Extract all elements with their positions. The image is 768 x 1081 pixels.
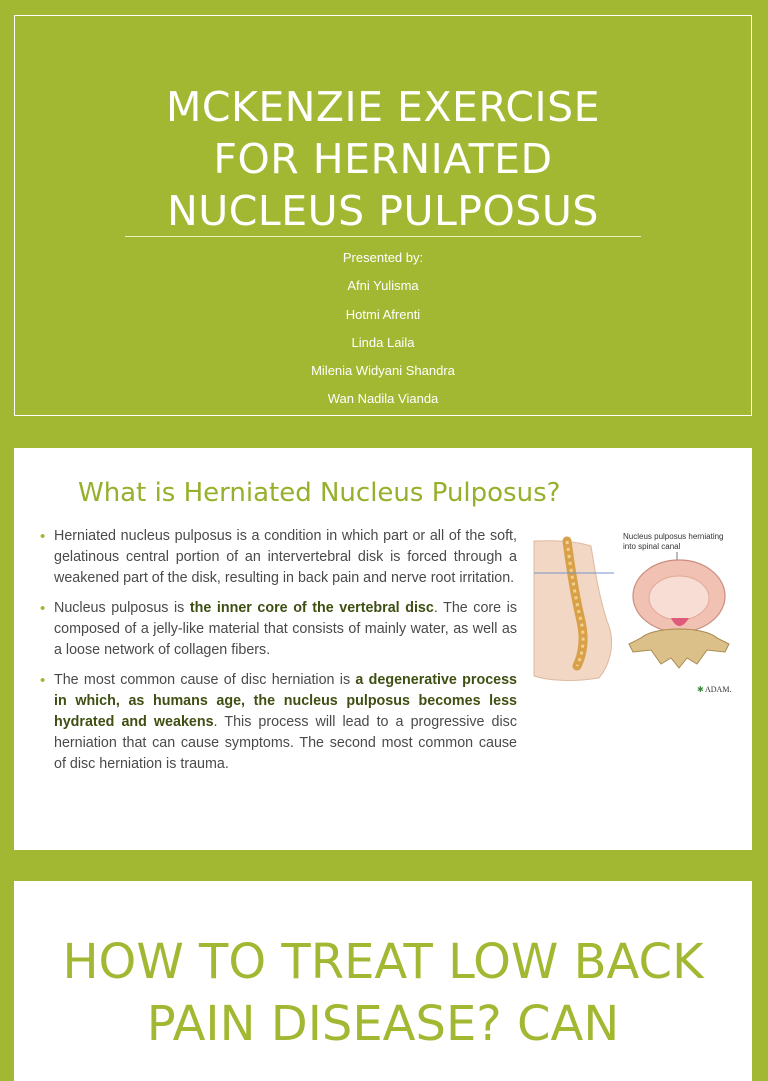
title-slide [14, 15, 752, 416]
slide-heading: What is Herniated Nucleus Pulposus? [78, 478, 561, 508]
figure-caption: Nucleus pulposus herniating [623, 532, 724, 541]
adam-logo-mark: ✱ [697, 685, 704, 694]
bullet-text: . The core is composed of a jelly-like material that consists of mainly water, as well as a loose network of collagen fibers. [54, 600, 518, 658]
bullet-list [40, 526, 517, 784]
bullet-item [40, 526, 517, 589]
disc-nucleus [649, 576, 709, 620]
slide-heading: HOW TO TREAT LOW BACK PAIN DISEASE? CAN [62, 934, 704, 1052]
presenter-name: Wan Nadila Vianda [327, 391, 439, 407]
title-divider [125, 236, 641, 237]
slide-title: MCKENZIE EXERCISE FOR HERNIATED NUCLEUS PULPOSUS [165, 83, 601, 235]
adam-logo: ADAM. [705, 685, 732, 694]
bullet-item [40, 670, 517, 775]
bullet-item [40, 598, 517, 661]
bullet-text: The most common cause of disc herniation is [54, 672, 356, 688]
treatment-slide [14, 881, 752, 1081]
bullet-text: Herniated nucleus pulposus is a condition in which part or all of the soft, gelatinous central portion of an intervertebral disk is forced through a weakened part of the disk, resulting in back pain and nerve root irritation. [54, 528, 517, 586]
bullet-text: . This process will lead to a progressive disc herniation that can cause symptoms. The second most common cause of disc herniation is trauma. [54, 714, 517, 772]
bullet-bold-text: a degenerative process in which, as humans age, the nucleus pulposus becomes less hydrated and weakens [54, 672, 517, 730]
presenter-name: Afni Yulisma [347, 278, 419, 294]
figure-caption: into spinal canal [623, 542, 681, 551]
presenter-name: Linda Laila [351, 334, 415, 350]
vertebra-bone [629, 629, 729, 668]
presenter-name: Milenia Widyani Shandra [311, 363, 455, 379]
bullet-bold-text: the inner core of the vertebral disc [189, 600, 434, 616]
presenter-name: Hotmi Afrenti [345, 306, 421, 322]
presenters-list [15, 248, 751, 418]
presented-by-label: Presented by: [342, 250, 424, 265]
herniated-disc-illustration [529, 526, 744, 698]
bullet-text: Nucleus pulposus is [54, 600, 190, 616]
definition-slide [14, 448, 752, 850]
